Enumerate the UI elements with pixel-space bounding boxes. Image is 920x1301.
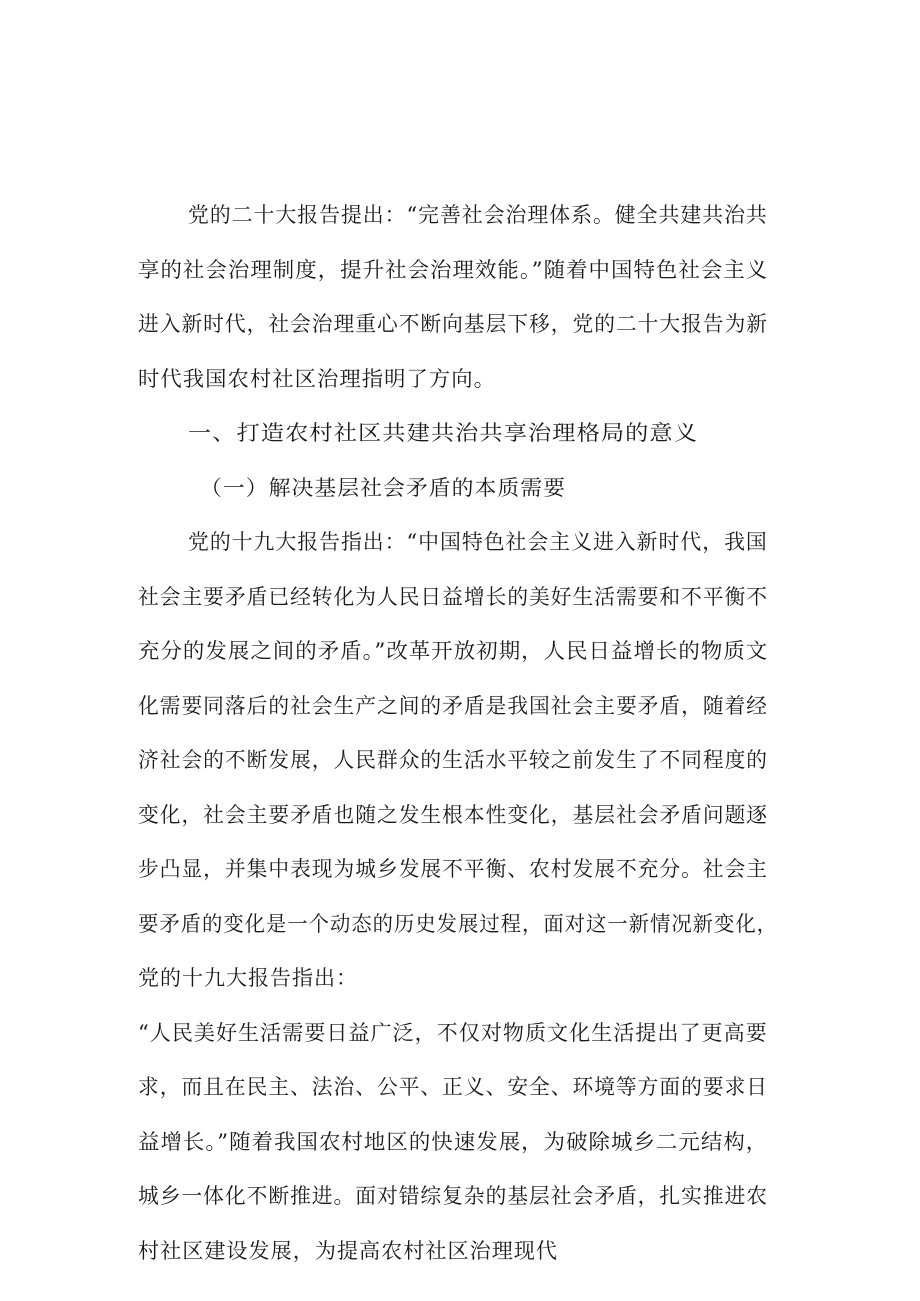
para2-line4: 化需要同落后的社会生产之间的矛盾是我国社会主要矛盾，随着经	[138, 693, 769, 718]
para2-line7: 步凸显，并集中表现为城乡发展不平衡、农村发展不充分。社会主	[138, 857, 769, 881]
para2-line6: 变化，社会主要矛盾也随之发生根本性变化，基层社会矛盾问题逐	[138, 802, 769, 827]
para1-line4: 时代我国农村社区治理指明了方向。	[138, 366, 496, 391]
para3-line2: 求，而且在民主、法治、公平、正义、安全、环境等方面的要求日	[138, 1075, 769, 1099]
para2-line1: 党的十九大报告指出：“中国特色社会主义进入新时代，我国	[188, 530, 768, 554]
para1-line2: 享的社会治理制度，提升社会治理效能。”随着中国特色社会主义	[138, 257, 769, 282]
para1-line1: 党的二十大报告提出：“完善社会治理体系。健全共建共治共	[188, 203, 768, 227]
para2-line2: 社会主要矛盾已经转化为人民日益增长的美好生活需要和不平衡不	[138, 584, 769, 609]
para2-line9: 党的十九大报告指出：	[138, 966, 358, 990]
para2-line3: 充分的发展之间的矛盾。”改革开放初期，人民日益增长的物质文	[138, 639, 769, 663]
para3-line1: “人民美好生活需要日益广泛，不仅对物质文化生活提出了更高要	[138, 1020, 768, 1045]
para3-line4: 城乡一体化不断推进。面对错综复杂的基层社会矛盾，扎实推进农	[138, 1184, 769, 1208]
para2-line8: 要矛盾的变化是一个动态的历史发展过程，面对这一新情况新变化，	[138, 911, 779, 936]
para1-line3: 进入新时代，社会治理重心不断向基层下移，党的二十大报告为新	[138, 312, 769, 336]
para2-line5: 济社会的不断发展，人民群众的生活水平较之前发生了不同程度的	[138, 748, 769, 772]
para3-line5: 村社区建设发展，为提高农村社区治理现代	[138, 1238, 559, 1263]
section-heading: 一、打造农村社区共建共治共享治理格局的意义	[188, 421, 699, 445]
subsection-heading: （一）解决基层社会矛盾的本质需要	[200, 475, 567, 500]
para3-line3: 益增长。”随着我国农村地区的快速发展，为破除城乡二元结构，	[138, 1129, 769, 1154]
